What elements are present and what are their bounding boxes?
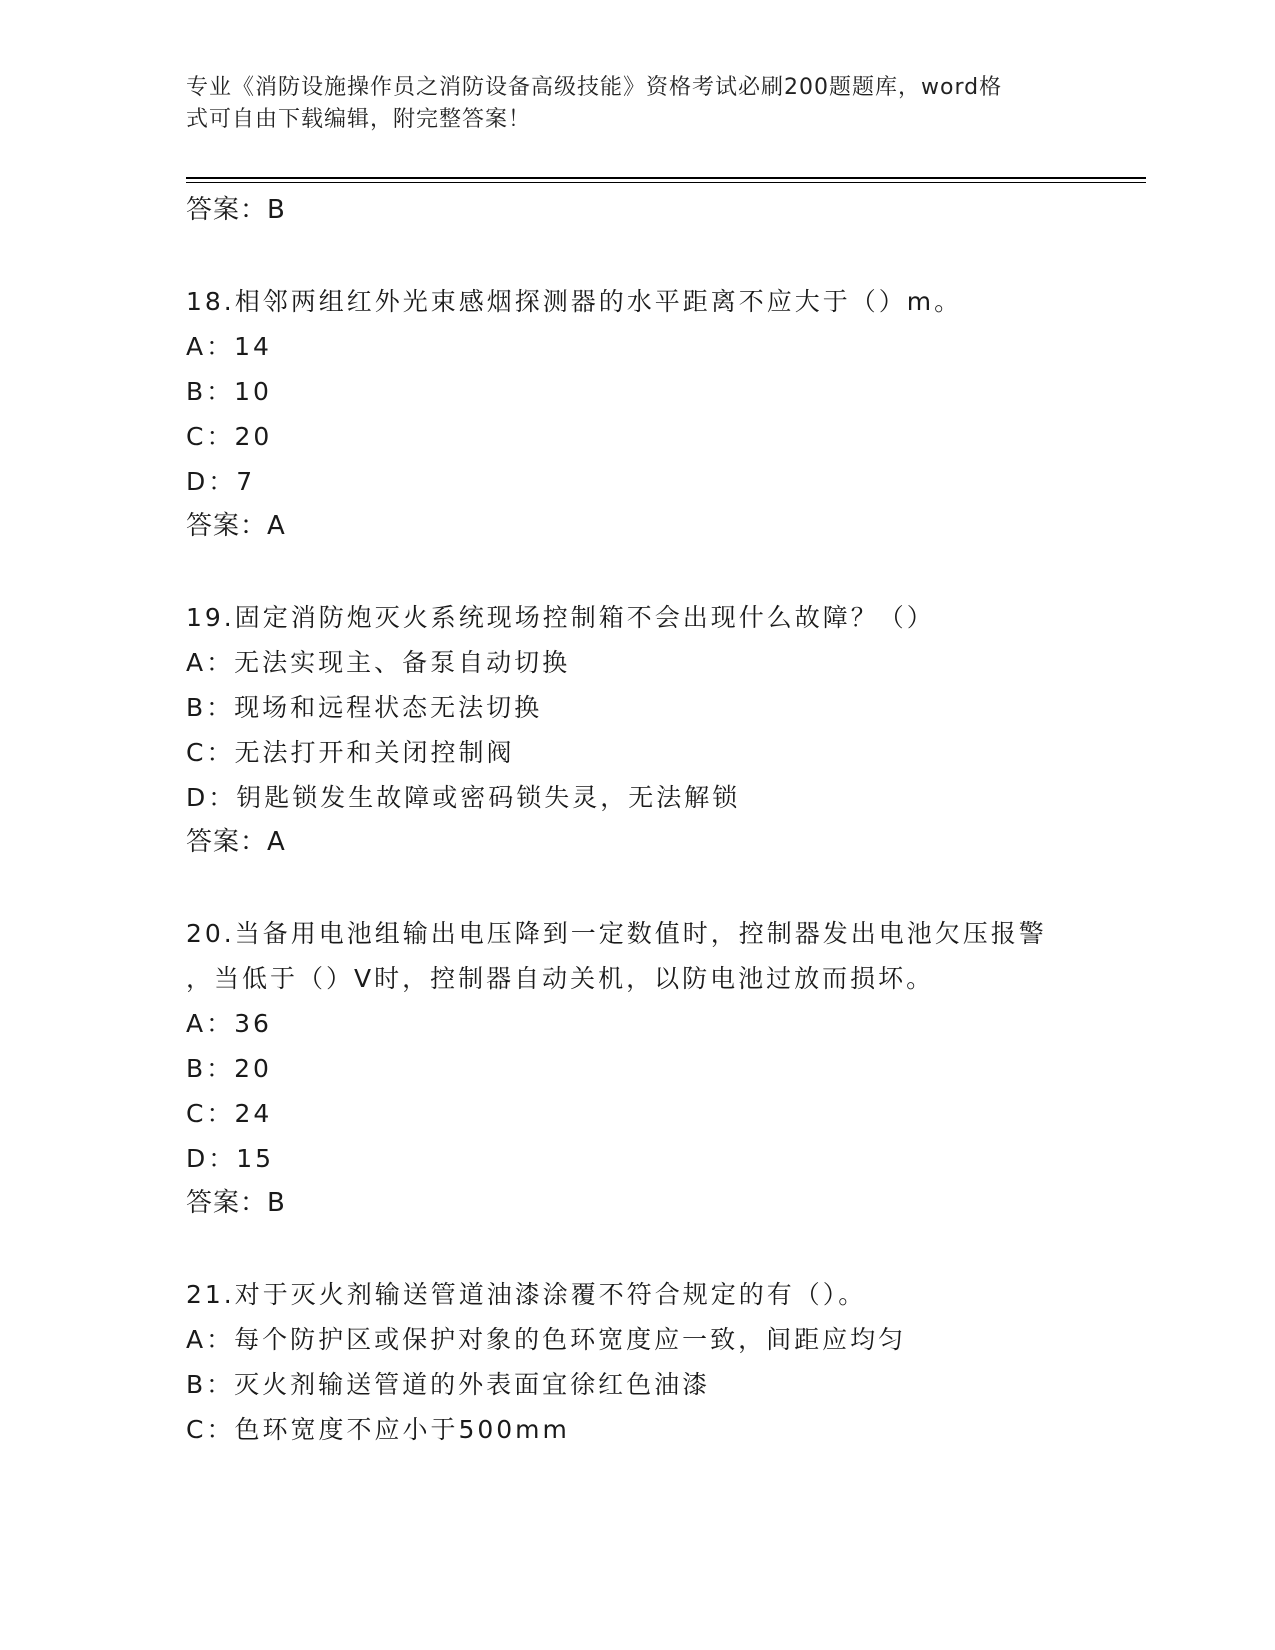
option-d: D：7 [186, 467, 256, 496]
option-a: A：36 [186, 1009, 272, 1038]
document-header [186, 72, 1066, 136]
option-c: C：色环宽度不应小于500mm [186, 1415, 570, 1444]
option-b: B：灭火剂输送管道的外表面宜徐红色油漆 [186, 1370, 711, 1399]
spacer [186, 865, 1086, 911]
option-d: D：15 [186, 1144, 275, 1173]
question-stem: 19.固定消防炮灭火系统现场控制箱不会出现什么故障？（） [186, 603, 935, 632]
header-line-1: 专业《消防设施操作员之消防设备高级技能》资格考试必刷200题题库，word格 [186, 75, 1003, 100]
question-21 [186, 1272, 1086, 1452]
question-stem-line-1: 20.当备用电池组输出电压降到一定数值时，控制器发出电池欠压报警 [186, 919, 1047, 948]
option-b: B：20 [186, 1054, 272, 1083]
option-b: B：现场和远程状态无法切换 [186, 693, 543, 722]
option-a: A：14 [186, 332, 272, 361]
question-stem: 21.对于灭火剂输送管道油漆涂覆不符合规定的有（）。 [186, 1280, 867, 1309]
question-list [186, 188, 1086, 1452]
option-c: C：无法打开和关闭控制阀 [186, 738, 515, 767]
header-divider-thick [186, 177, 1146, 179]
option-a: A：每个防护区或保护对象的色环宽度应一致，间距应均匀 [186, 1325, 907, 1354]
header-divider-thin [186, 182, 1146, 183]
answer-line: 答案：A [186, 511, 286, 541]
spacer [186, 549, 1086, 595]
question-stem-line-2: ，当低于（）V时，控制器自动关机，以防电池过放而损坏。 [186, 964, 935, 993]
answer-line: 答案：B [186, 195, 286, 225]
option-b: B：10 [186, 377, 272, 406]
spacer [186, 233, 1086, 279]
question-19 [186, 595, 1086, 865]
answer-line: 答案：A [186, 827, 286, 857]
question-18 [186, 279, 1086, 549]
spacer [186, 1226, 1086, 1272]
header-line-2: 式可自由下载编辑，附完整答案！ [186, 107, 532, 132]
option-c: C：24 [186, 1099, 273, 1128]
question-20 [186, 911, 1086, 1226]
option-a: A：无法实现主、备泵自动切换 [186, 648, 571, 677]
option-c: C：20 [186, 422, 273, 451]
option-d: D：钥匙锁发生故障或密码锁失灵，无法解锁 [186, 783, 741, 812]
answer-line: 答案：B [186, 1188, 286, 1218]
question-stem: 18.相邻两组红外光束感烟探测器的水平距离不应大于（）m。 [186, 287, 963, 316]
